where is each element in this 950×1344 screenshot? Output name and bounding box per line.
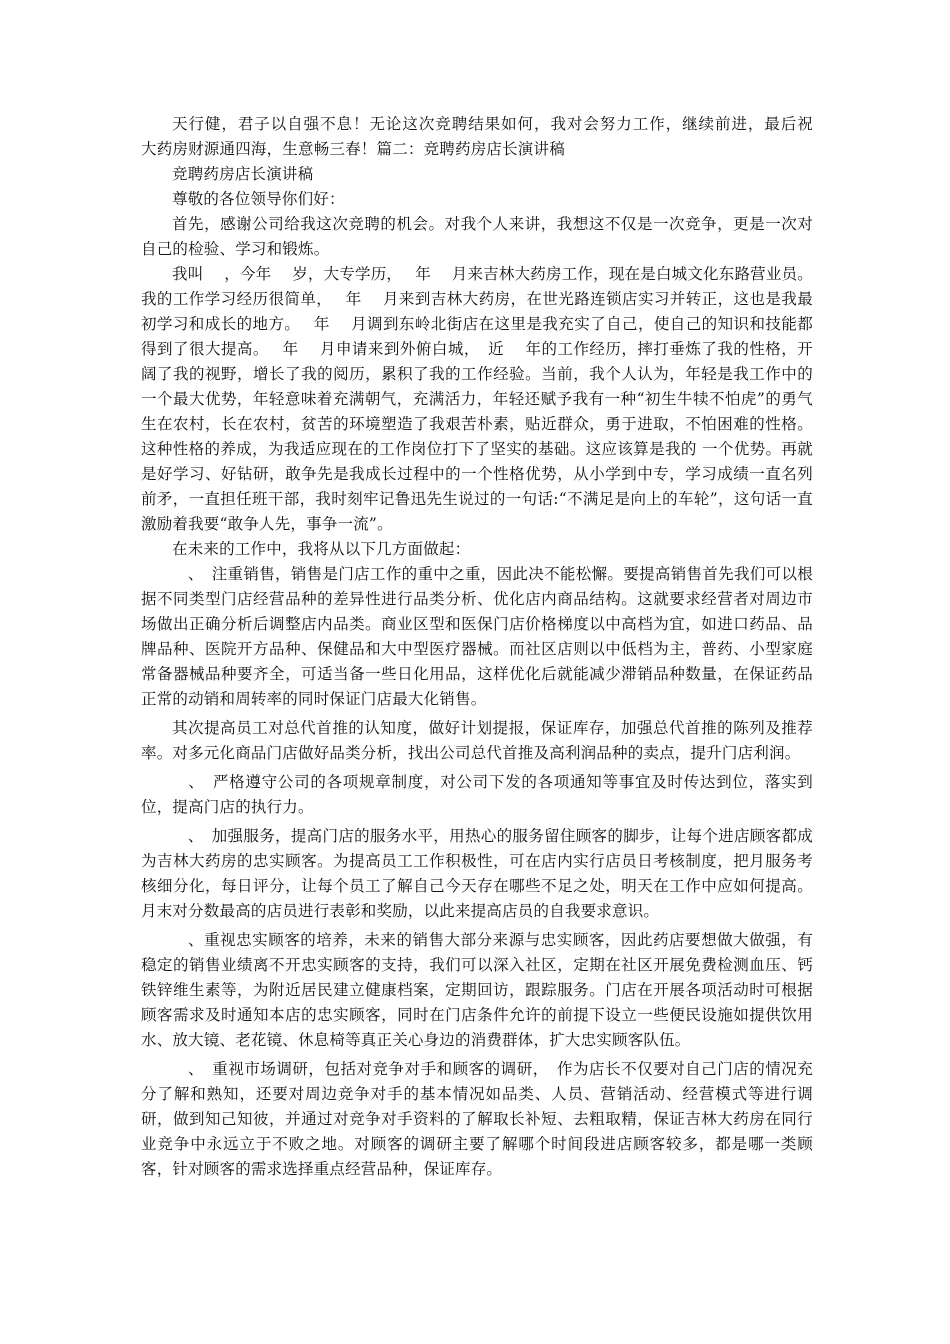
paragraph-point-market-research: 、 重视市场调研，包括对竞争对手和顾客的调研， 作为店长不仅要对自己门店的情况充分了解和熟知，还要对周边竞争对手的基本情况如品类、人员、营销活动、经营模式等进行调研，做到知己知彼，并通过对竞争对手资料的了解取长补短、去粗取精，保证吉林大药房在同行业竞争中永远立于不败之地。对顾客的调研主要了解哪个时间段进店顾客较多，都是哪一类顾客，针对顾客的需求选择重点经营品种，保证库存。: [141, 1060, 813, 1178]
paragraph-introduction: 首先，感谢公司给我这次竞聘的机会。对我个人来讲，我想这不仅是一次竞争，更是一次对自己的检验、学习和锻炼。: [141, 215, 813, 258]
paragraph-salutation: 尊敬的各位领导你们好：: [172, 190, 345, 208]
paragraph-point-sales: 、 注重销售，销售是门店工作的重中之重，因此决不能松懈。要提高销售首先我们可以根据不同类型门店经营品种的差异性进行品类分析、优化店内商品结构。这就要求经营者对周边市场做出正确分析后调整店内品类。商业区型和医保门店价格梯度以中高档为宜，如进口药品、品牌品种、医院开方品种、保健品和大中型医疗器械。而社区店则以中低档为主，普药、小型家庭常备器械品种要齐全，可适当备一些日化用品，这样优化后就能减少滞销品种数量，在保证药品正常的动销和周转率的同时保证门店最大化销售。: [141, 565, 813, 708]
paragraph-future-plan-intro: 在未来的工作中，我将从以下几方面做起：: [172, 540, 471, 558]
paragraph-speech-title: 竞聘药房店长演讲稿: [172, 165, 314, 183]
paragraph-point-service: 、 加强服务，提高门店的服务水平，用热心的服务留住顾客的脚步，让每个进店顾客都成为吉林大药房的忠实顾客。为提高员工工作积极性，可在店内实行店员日考核制度，把月服务考核细分化，每日评分，让每个员工了解自己今天存在哪些不足之处，明天在工作中应如何提高。月末对分数最高的店员进行表彰和奖励，以此来提高店员的自我要求意识。: [141, 827, 813, 920]
paragraph-staff-awareness: 其次提高员工对总代首推的认知度，做好计划提报，保证库存，加强总代首推的陈列及推荐率。对多元化商品门店做好品类分析，找出公司总代首推及高利润品种的卖点，提升门店利润。: [141, 719, 813, 762]
paragraph-point-loyal-customers: 、重视忠实顾客的培养，未来的销售大部分来源与忠实顾客，因此药店要想做大做强，有稳定的销售业绩离不开忠实顾客的支持，我们可以深入社区，定期在社区开展免费检测血压、钙铁锌维生素等，为附近居民建立健康档案，定期回访，跟踪服务。门店在开展各项活动时可根据顾客需求及时通知本店的忠实顾客，同时在门店条件允许的前提下设立一些便民设施如提供饮用水、放大镜、老花镜、休息椅等真正关心身边的消费群体，扩大忠实顾客队伍。: [141, 931, 813, 1049]
paragraph-point-rules: 、 严格遵守公司的各项规章制度，对公司下发的各项通知等事宜及时传达到位，落实到位，提高门店的执行力。: [141, 773, 813, 816]
document-body: [141, 112, 834, 1182]
paragraph-personal-background: 我叫 ，今年 岁，大专学历， 年 月来吉林大药房工作，现在是白城文化东路营业员。我的工作学习经历很简单， 年 月来到吉林大药房，在世光路连锁店实习并转正，这也是我最初学习和成长的地方。 年 月调到东岭北街店在这里是我充实了自己，使自己的知识和技能都得到了很大提高。 年 月申请来到外俯白城， 近 年的工作经历，摔打垂炼了我的性格，开阔了我的视野，增长了我的阅历，累积了我的工作经验。当前，我个人认为，年轻是我工作中的一个最大优势，年轻意味着充满朝气，充满活力，年轻还赋予我有一种“初生牛犊不怕虎”的勇气 生在农村，长在农村，贫苦的环境塑造了我艰苦朴素，贴近群众，勇于进取，不怕困难的性格。这种性格的养成，为我适应现在的工作岗位打下了坚实的基础。这应该算是我的 一个优势。再就是好学习、好钻研，敢争先是我成长过程中的一个性格优势，从小学到中专，学习成绩一直名列前矛，一直担任班干部，我时刻牢记鲁迅先生说过的一句话:“不满足是向上的车轮”，这句话一直激励着我要“敢争人先，事争一流”。: [141, 265, 813, 533]
paragraph-closing-and-title: 天行健，君子以自强不息！无论这次竞聘结果如何，我对会努力工作，继续前进，最后祝 大药房财源通四海，生意畅三春！篇二：竞聘药房店长演讲稿: [141, 115, 834, 158]
